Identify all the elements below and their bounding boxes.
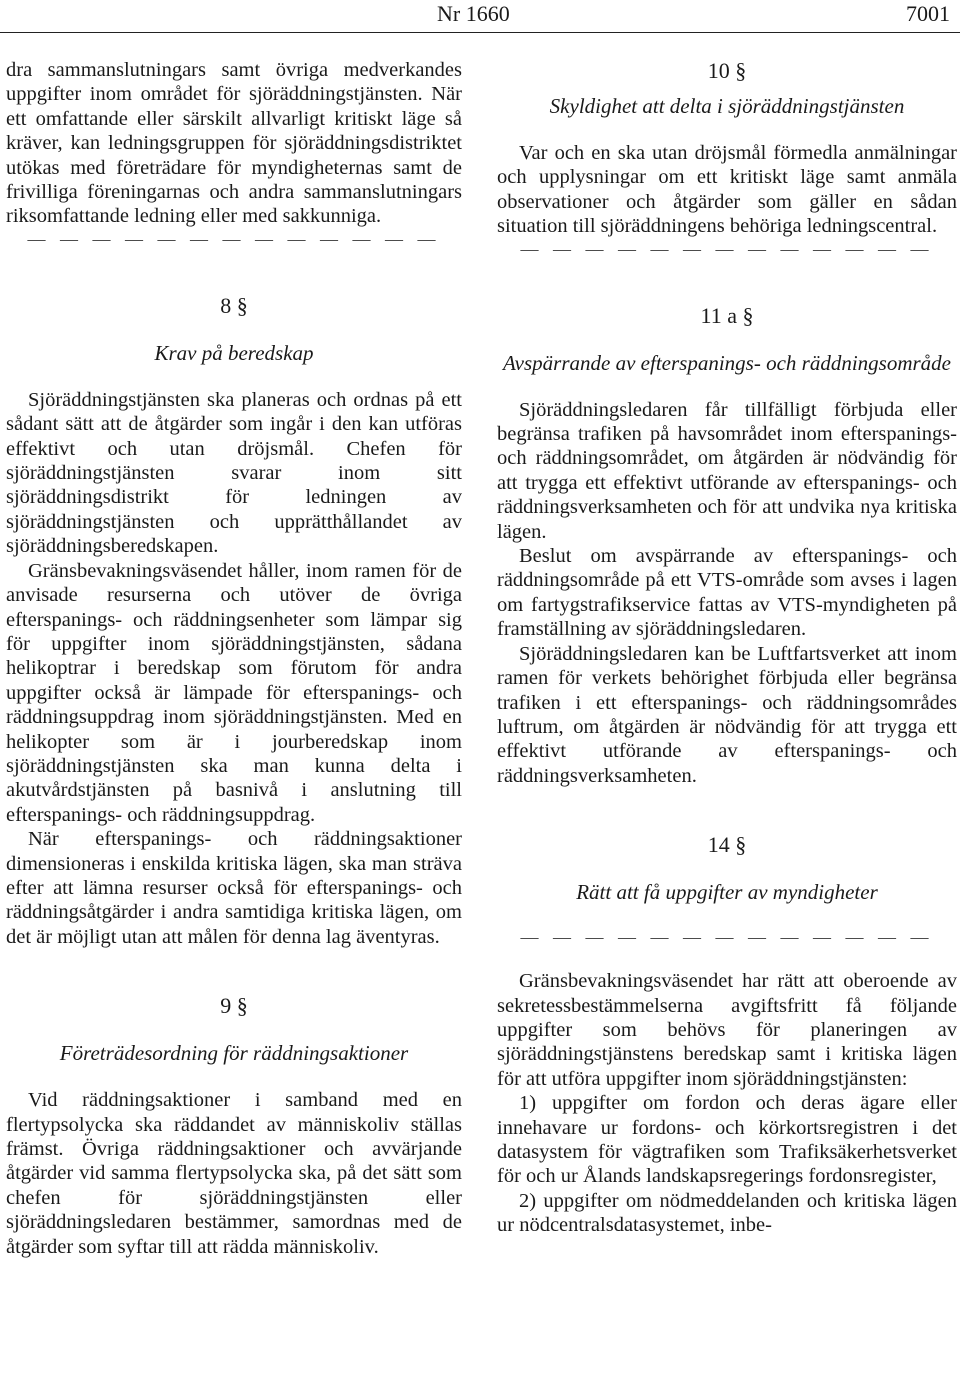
section-divider: — — — — — — — — — — — — — (520, 927, 934, 948)
section-8-title (6, 293, 462, 319)
section-number: 11 a (700, 302, 737, 328)
section-14-paragraph-1: Gränsbevakningsväsendet har rätt att oberoende av sekretessbestämmelserna avgiftsfritt få följande uppgifter som behövs för planeringen av sjöräddningstjänstens beredskap samt i kritiska lägen för att utföra uppgifter inom sjöräddningstjänsten: (497, 970, 957, 1090)
section-8-heading: Krav på beredskap (154, 340, 314, 365)
section-9-title (6, 993, 462, 1019)
section-sign: § (735, 832, 747, 858)
section-number: 14 (707, 832, 730, 858)
section-14-item-1: 1) uppgifter om fordon och deras ägare eller innehavare ur fordons- och körkortsregistren i det datasystem för vägtrafiken som Trafiksäkerhetsverket för och ur Ålands landskapsregerings fordonsregister, (497, 1092, 957, 1188)
section-10-heading: Skyldighet att delta i sjöräddningstjänsten (549, 94, 905, 118)
section-number: 10 (707, 58, 730, 83)
section-divider: — — — — — — — — — — — — — (520, 238, 934, 259)
section-9-paragraph-1: Vid räddningsaktioner i samband med en flertypsolycka ska räddandet av människoliv ställas främst. Övriga räddningsaktioner och avvärjande åtgärder vid samma flertypsolycka ska, på det sätt som chefen för sjöräddningstjänsten eller sjöräddningsledaren bestämmer, samordnas med de åtgärder som syftar till att rädda människoliv. (6, 1089, 462, 1258)
section-9-heading: Företrädesordning för räddningsaktioner (59, 1041, 409, 1066)
section-sign: § (742, 302, 754, 328)
section-sign: § (735, 58, 747, 83)
continued-paragraph: dra sammanslutningars samt övriga medverkandes uppgifter inom området för sjöräddningstjänsten. När ett omfattande eller särskilt allvarligt kritiskt läge så kräver, kan ledningsgruppen för sjöräddningsdistriktet utökas med företrädare för myndigheternas samt de frivilliga föreningarnas och andra sammanslutningars riksomfattande ledning eller med sakkunniga. (6, 59, 462, 228)
issue-number: Nr 1660 (437, 1, 510, 26)
section-11a-heading: Avspärrande av efterspanings- och räddningsområde (503, 350, 951, 375)
section-number: 9 (220, 993, 232, 1019)
section-11a-paragraph-2: Beslut om avspärrande av efterspanings- och räddningsområde på ett VTS-område som avses i lagen om fartygstrafikservice fattas av VTS-myndigheten på framställning av sjöräddningsledaren. (497, 545, 957, 641)
section-14-heading: Rätt att få uppgifter av myndigheter (576, 880, 878, 905)
section-11a-title (497, 303, 957, 329)
section-divider: — — — — — — — — — — — — — (27, 228, 441, 249)
section-8-paragraph-1: Sjöräddningstjänsten ska planeras och ordnas på ett sådant sätt att de åtgärder som ingår i den kan utföras effektivt och utan dröjsmål. Chefen för sjöräddningstjänsten svarar inom sitt sjöräddningsdistrikt för ledningen av sjöräddningstjänsten och upprätthållandet av sjöräddningsberedskapen. (6, 388, 462, 558)
section-sign: § (236, 993, 248, 1019)
page-number: 7001 (906, 1, 950, 26)
page-header (0, 0, 960, 33)
section-8-paragraph-3: När efterspanings- och räddningsaktioner dimensioneras i enskilda kritiska lägen, ska man sträva efter att lämna resurser också för efterspanings- och räddningsåtgärder i andra samtidiga kritiska lägen, om det är möjligt utan att målen för denna lag äventyras. (6, 828, 462, 948)
section-14-title (497, 832, 957, 858)
section-8-paragraph-2: Gränsbevakningsväsendet håller, inom ramen för de anvisade resurserna och utöver de övriga efterspanings- och räddningsenheter som lämpar sig för uppgifter inom sjöräddningstjänsten, sådana helikoptrar i beredskap som förutom för andra uppgifter också är lämpade för efterspanings- och räddningsuppdrag inom sjöräddningstjänsten. Med en helikopter som är i jourberedskap inom sjöräddningstjänsten ska man kunna delta i akutvårdstjänsten på basnivå i anslutning till efterspanings- och räddningsuppdrag. (6, 559, 462, 826)
section-11a-paragraph-1: Sjöräddningsledaren får tillfälligt förbjuda eller begränsa trafiken på havsområdet inom efterspanings- och räddningsområdet, om åtgärden är nödvändig för att trygga ett effektivt utförande av efterspanings- och räddningsverksamheten och för att undvika nya kritiska lägen. (497, 398, 957, 543)
section-14-item-2: 2) uppgifter om nödmeddelanden och kritiska lägen ur nödcentralsdatasystemet, inbe- (497, 1189, 957, 1237)
section-10-paragraph-1: Var och en ska utan dröjsmål förmedla anmälningar och upplysningar om ett kritiskt läge samt anmäla observationer och åtgärder som gäller en sådan situation till sjöräddningens behöriga ledningscentral. (497, 142, 957, 238)
section-11a-paragraph-3: Sjöräddningsledaren kan be Luftfartsverket att inom ramen för verkets behörighet förbjuda eller begränsa trafiken i ett efterspanings- och räddningsområdes luftrum, om åtgärden är nödvändig för att trygga ett effektivt utförande av efterspanings- och räddningsverksamheten. (497, 642, 957, 787)
section-10-title (497, 58, 957, 84)
left-column (6, 58, 462, 1259)
section-number: 8 (220, 292, 232, 318)
right-column (497, 58, 957, 1238)
section-sign: § (236, 292, 248, 318)
